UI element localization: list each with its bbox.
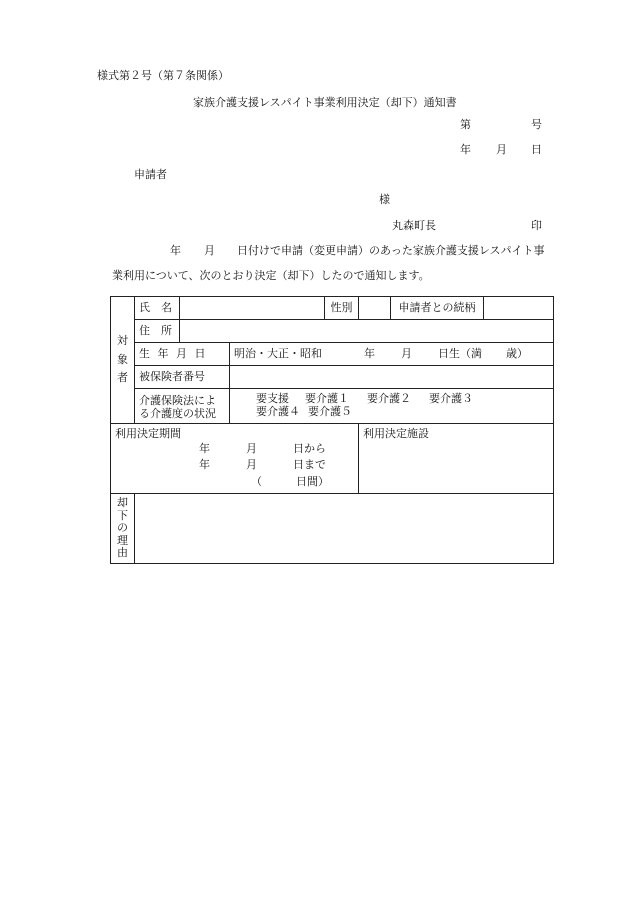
issue-date-year: 年: [460, 143, 471, 156]
rejection-reason-label: [111, 494, 135, 564]
issue-date-day: 日: [531, 143, 542, 156]
form-number: 様式第２号（第７条関係）: [97, 69, 229, 82]
address-field[interactable]: [180, 320, 554, 343]
period-facility-row: [111, 424, 554, 494]
care-level-label-line-2: る介護度の状況: [139, 406, 216, 420]
care-level-1[interactable]: 要介護１: [305, 392, 349, 406]
care-level-support[interactable]: 要支援: [256, 392, 289, 406]
care-level-5[interactable]: 要介護５: [308, 405, 352, 418]
care-level-3[interactable]: 要介護３: [429, 392, 473, 406]
period-to-year: 年: [199, 458, 210, 472]
period-from-month: 月: [246, 441, 257, 455]
reason-char-4: 理: [117, 533, 128, 547]
body-line-2: 業利用について、次のとおり決定（却下）したので通知します。: [112, 269, 430, 282]
care-level-label-line-1: 介護保険法によ: [139, 393, 216, 407]
usage-period-label: 利用決定期間: [115, 427, 181, 440]
rejection-reason-field[interactable]: [135, 494, 554, 564]
period-days-open: （: [251, 474, 262, 488]
reason-char-1: 却: [117, 495, 128, 509]
dob-age-suffix: 歳）: [506, 346, 528, 360]
issue-date-month: 月: [496, 143, 507, 156]
subject-info-table: [110, 296, 554, 564]
name-field[interactable]: [180, 297, 325, 320]
document-number-prefix: 第: [460, 118, 471, 131]
care-level-4[interactable]: 要介護４: [256, 405, 300, 418]
document-number-suffix: 号: [531, 118, 542, 131]
subject-char-3: 者: [117, 371, 128, 385]
insured-number-row: [111, 366, 554, 389]
dob-era: 明治・大正・昭和: [234, 346, 322, 360]
period-from-day: 日から: [293, 441, 326, 455]
dob-year: 年: [364, 346, 375, 360]
dob-month: 月: [401, 346, 412, 360]
name-row: [111, 297, 554, 320]
applicant-label: 申請者: [134, 168, 167, 181]
care-level-2[interactable]: 要介護２: [367, 392, 411, 406]
gender-label: 性別: [325, 297, 359, 320]
care-level-label: [135, 389, 230, 424]
gender-field[interactable]: [359, 297, 391, 320]
care-level-options: [230, 389, 554, 424]
dob-field[interactable]: [230, 343, 554, 366]
issuer-name: 丸森町長: [392, 219, 436, 232]
seal-mark: 印: [531, 219, 542, 232]
address-row: [111, 320, 554, 343]
honorific-sama: 様: [379, 193, 390, 206]
period-days-close: 日間）: [296, 474, 329, 488]
relation-field[interactable]: [484, 297, 554, 320]
dob-day-age: 日生（満: [438, 346, 482, 360]
facility-label: 利用決定施設: [363, 427, 429, 440]
reason-char-3: の: [117, 521, 128, 535]
subject-vertical-label: [111, 297, 135, 424]
insured-number-label: 被保険者番号: [135, 366, 230, 389]
body-line-1: 日付けで申請（変更申請）のあった家族介護支援レスパイト事: [237, 244, 545, 257]
relation-label: 申請者との続柄: [391, 297, 484, 320]
dob-row: [111, 343, 554, 366]
body-month: 月: [204, 244, 215, 257]
body-year: 年: [170, 244, 181, 257]
reason-char-2: 下: [117, 508, 128, 522]
document-title: 家族介護支援レスパイト事業利用決定（却下）通知書: [193, 96, 457, 109]
period-to-month: 月: [246, 458, 257, 472]
rejection-reason-row: [111, 494, 554, 564]
name-label: 氏 名: [135, 297, 180, 320]
address-label: 住 所: [135, 320, 180, 343]
care-level-row: [111, 389, 554, 424]
subject-char-2: 象: [117, 352, 128, 366]
usage-period-cell[interactable]: [111, 424, 359, 494]
facility-cell[interactable]: [359, 424, 554, 494]
period-from-year: 年: [199, 441, 210, 455]
reason-char-5: 由: [117, 546, 128, 560]
subject-char-1: 対: [117, 334, 128, 348]
dob-label: 生 年 月 日: [135, 343, 230, 366]
insured-number-field[interactable]: [230, 366, 554, 389]
period-to-day: 日まで: [293, 458, 326, 472]
